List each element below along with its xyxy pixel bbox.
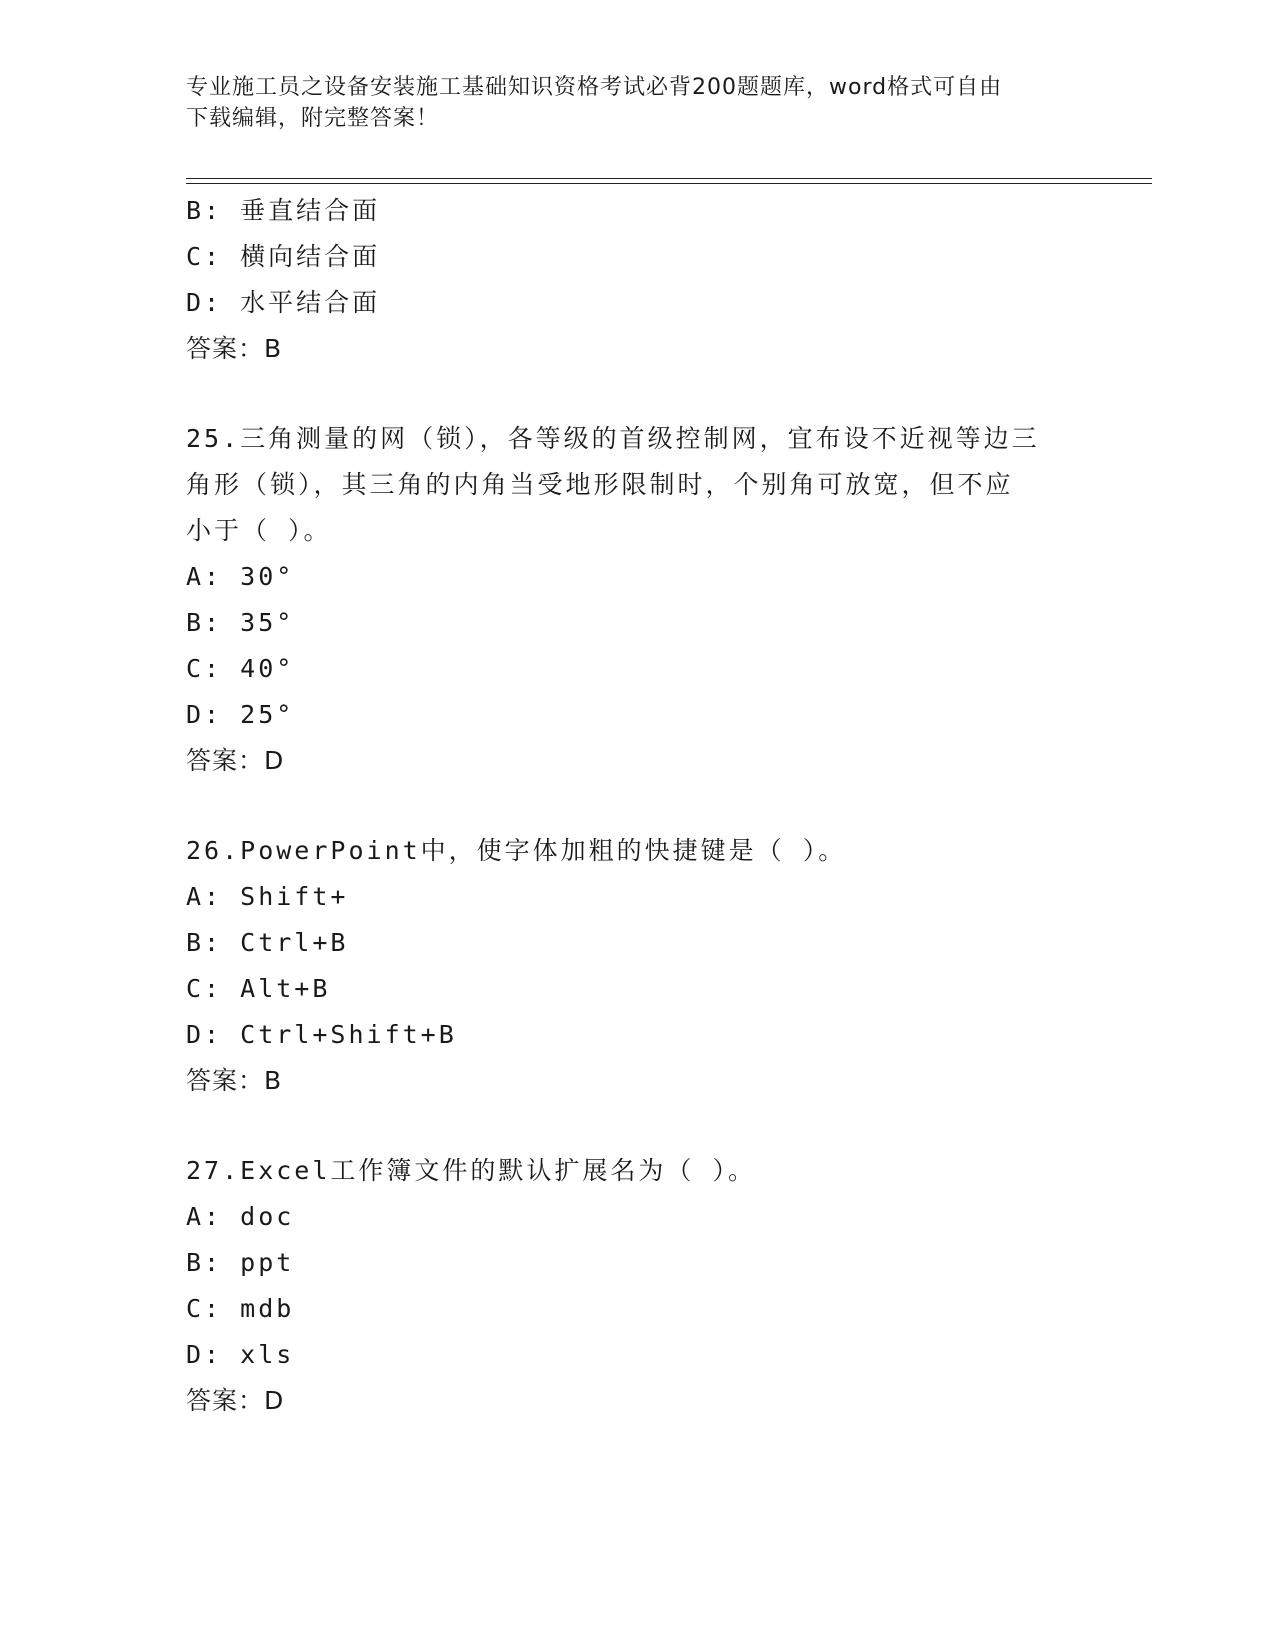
document-header bbox=[186, 72, 1076, 134]
answer-label: 答案：B bbox=[186, 1066, 283, 1095]
option-b: B: 垂直结合面 bbox=[186, 196, 381, 225]
question-27 bbox=[186, 1148, 1086, 1424]
option-b: B: Ctrl+B bbox=[186, 928, 349, 957]
header-divider-top bbox=[186, 178, 1152, 179]
answer-label: 答案：D bbox=[186, 1386, 285, 1415]
answer-label: 答案：D bbox=[186, 746, 285, 775]
previous-question-block bbox=[186, 188, 1086, 372]
option-a: A: 30° bbox=[186, 562, 295, 591]
question-text-line: 角形（锁），其三角的内角当受地形限制时，个别角可放宽，但不应 bbox=[186, 470, 1014, 499]
option-a: A: Shift+ bbox=[186, 882, 349, 911]
option-c: C: mdb bbox=[186, 1294, 295, 1323]
option-d: D: Ctrl+Shift+B bbox=[186, 1020, 457, 1049]
header-line-1: 专业施工员之设备安装施工基础知识资格考试必背200题题库，word格式可自由 bbox=[186, 75, 1003, 100]
question-25 bbox=[186, 416, 1086, 784]
option-c: C: 横向结合面 bbox=[186, 242, 381, 271]
question-text-line: 26.PowerPoint中，使字体加粗的快捷键是（ ）。 bbox=[186, 836, 847, 865]
question-text-line: 27.Excel工作簿文件的默认扩展名为（ ）。 bbox=[186, 1156, 756, 1185]
question-text-line: 小于（ ）。 bbox=[186, 516, 332, 545]
header-divider-bottom bbox=[186, 183, 1152, 184]
option-a: A: doc bbox=[186, 1202, 295, 1231]
option-d: D: 25° bbox=[186, 700, 295, 729]
option-c: C: 40° bbox=[186, 654, 295, 683]
header-line-2: 下载编辑，附完整答案！ bbox=[186, 106, 440, 131]
option-b: B: ppt bbox=[186, 1248, 295, 1277]
question-text-line: 25.三角测量的网（锁），各等级的首级控制网，宜布设不近视等边三 bbox=[186, 424, 1040, 453]
option-c: C: Alt+B bbox=[186, 974, 331, 1003]
question-26 bbox=[186, 828, 1086, 1104]
option-b: B: 35° bbox=[186, 608, 295, 637]
answer-label: 答案：B bbox=[186, 334, 283, 363]
option-d: D: 水平结合面 bbox=[186, 288, 381, 317]
option-d: D: xls bbox=[186, 1340, 295, 1369]
question-content bbox=[186, 188, 1086, 1424]
